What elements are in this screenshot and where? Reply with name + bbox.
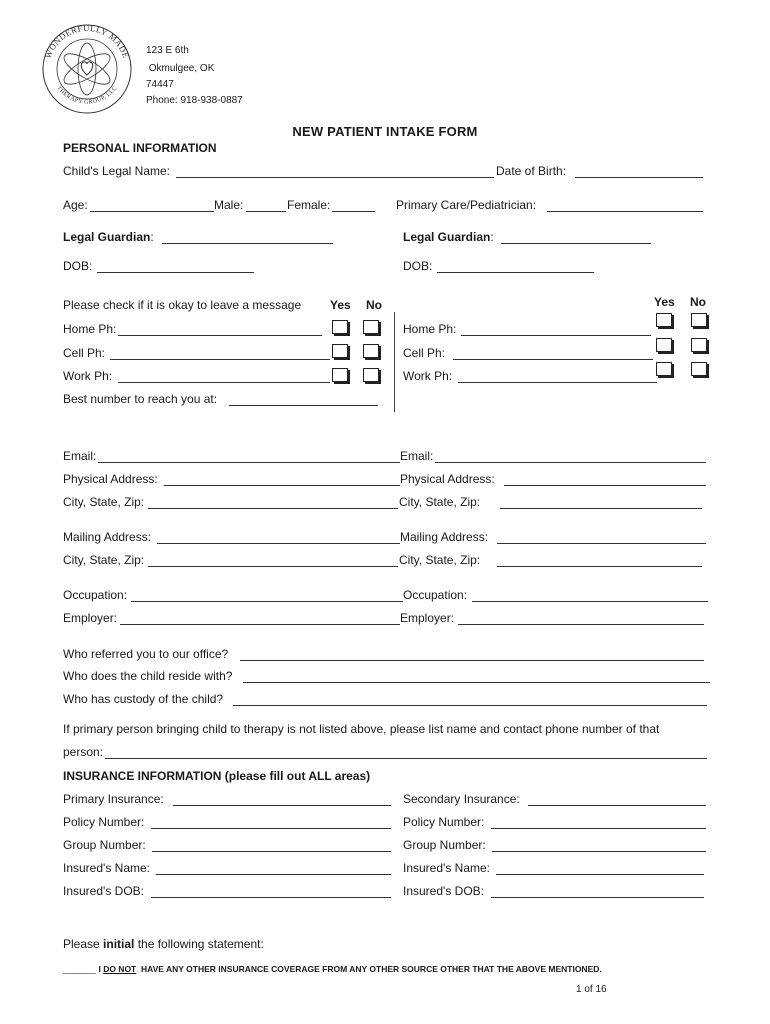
insured-dob-field[interactable] (151, 897, 391, 898)
address-line1: 123 E 6th (146, 45, 189, 56)
yes-header-right: Yes (654, 295, 675, 309)
employer-field-2[interactable] (458, 624, 704, 625)
insured-name-field[interactable] (156, 874, 391, 875)
mailing-address-field[interactable] (157, 543, 400, 544)
home-phone-yes-checkbox[interactable] (332, 320, 348, 334)
policy-number-label: Policy Number: (63, 815, 145, 829)
guardian1-field[interactable] (162, 243, 333, 244)
child-name-label: Child's Legal Name: (63, 164, 171, 178)
person-label: person: (63, 745, 104, 759)
cell-phone-no-checkbox[interactable] (363, 344, 379, 358)
work-phone-field[interactable] (118, 382, 330, 383)
cell-phone-yes-checkbox-2[interactable] (656, 338, 672, 352)
female-label: Female: (287, 198, 331, 212)
reside-label: Who does the child reside with? (63, 669, 233, 683)
personal-info-heading: PERSONAL INFORMATION (63, 141, 217, 155)
work-phone-field-2[interactable] (458, 382, 657, 383)
referred-label: Who referred you to our office? (63, 647, 229, 661)
city-state-zip-label-2: City, State, Zip: (399, 495, 481, 509)
mailing-city-state-zip-label: City, State, Zip: (63, 553, 145, 567)
employer-label: Employer: (63, 611, 118, 625)
primary-insurance-field[interactable] (173, 805, 391, 806)
mailing-city-state-zip-field[interactable] (148, 566, 398, 567)
policy-number-field-2[interactable] (491, 828, 706, 829)
work-phone-yes-checkbox[interactable] (332, 368, 348, 382)
insured-name-label: Insured's Name: (63, 861, 150, 875)
address-line2: Okmulgee, OK (146, 63, 215, 74)
home-phone-yes-checkbox-2[interactable] (656, 313, 672, 327)
primary-insurance-label: Primary Insurance: (63, 792, 164, 806)
employer-field[interactable] (120, 624, 400, 625)
guardian1-dob-field[interactable] (97, 272, 254, 273)
city-state-zip-field-2[interactable] (500, 508, 702, 509)
work-phone-no-checkbox-2[interactable] (691, 362, 707, 376)
guardian2-field[interactable] (501, 243, 651, 244)
primary-care-label: Primary Care/Pediatrician: (396, 198, 537, 212)
insured-name-label-2: Insured's Name: (403, 861, 490, 875)
no-header-right: No (690, 295, 706, 309)
insured-dob-label: Insured's DOB: (63, 884, 144, 898)
insured-dob-field-2[interactable] (491, 897, 704, 898)
address-phone: Phone: 918-938-0887 (146, 95, 243, 106)
home-phone-no-checkbox[interactable] (363, 320, 379, 334)
guardian2-dob-label: DOB: (403, 259, 433, 273)
home-phone-no-checkbox-2[interactable] (691, 313, 707, 327)
group-number-label-2: Group Number: (403, 838, 486, 852)
mailing-city-state-zip-field-2[interactable] (497, 566, 702, 567)
mailing-address-label-2: Mailing Address: (400, 530, 489, 544)
no-header-left: No (366, 298, 382, 312)
employer-label-2: Employer: (400, 611, 455, 625)
group-number-label: Group Number: (63, 838, 146, 852)
insurance-heading: INSURANCE INFORMATION (please fill out ALL areas) (63, 769, 371, 783)
mailing-address-field-2[interactable] (497, 543, 706, 544)
age-field[interactable] (90, 211, 214, 212)
guardian1-dob-label: DOB: (63, 259, 93, 273)
home-phone-label-2: Home Ph: (403, 322, 457, 336)
child-dob-field[interactable] (575, 177, 703, 178)
policy-number-label-2: Policy Number: (403, 815, 485, 829)
svg-text:THERAPY GROUP, LLC: THERAPY GROUP, LLC (55, 85, 119, 106)
initial-instruction: Please initial the following statement: (63, 937, 264, 951)
mailing-address-label: Mailing Address: (63, 530, 152, 544)
other-person-label: If primary person bringing child to therapy is not listed above, please list name and contact phone number of that (63, 722, 660, 736)
cell-phone-no-checkbox-2[interactable] (691, 338, 707, 352)
guardian2-label: Legal Guardian: (403, 230, 494, 244)
cell-phone-field[interactable] (110, 359, 330, 360)
initial-blank[interactable]: _______ (63, 964, 97, 974)
policy-number-field[interactable] (151, 828, 391, 829)
page-title: NEW PATIENT INTAKE FORM (292, 124, 478, 139)
male-label: Male: (214, 198, 244, 212)
email-field[interactable] (98, 462, 400, 463)
page-number: 1 of 16 (576, 984, 607, 995)
male-field[interactable] (246, 211, 286, 212)
age-label: Age: (63, 198, 88, 212)
message-prompt: Please check if it is okay to leave a message (63, 298, 302, 312)
person-field[interactable] (105, 758, 707, 759)
guardian2-dob-field[interactable] (437, 272, 594, 273)
cell-phone-yes-checkbox[interactable] (332, 344, 348, 358)
occupation-label-2: Occupation: (403, 588, 468, 602)
initial-statement: _______ I DO NOT HAVE ANY OTHER INSURANCE COVERAGE FROM ANY OTHER SOURCE OTHER THAT THE ABOVE MENTIONED. (63, 964, 602, 974)
cell-phone-label-2: Cell Ph: (403, 346, 446, 360)
svg-text:WONDERFULLY MADE: WONDERFULLY MADE (42, 22, 132, 60)
cell-phone-label: Cell Ph: (63, 346, 106, 360)
city-state-zip-label: City, State, Zip: (63, 495, 145, 509)
occupation-field[interactable] (131, 601, 403, 602)
child-name-field[interactable] (176, 177, 494, 178)
physical-address-label: Physical Address: (63, 472, 158, 486)
child-dob-label: Date of Birth: (496, 164, 567, 178)
occupation-label: Occupation: (63, 588, 128, 602)
secondary-insurance-label: Secondary Insurance: (403, 792, 520, 806)
physical-address-field[interactable] (164, 485, 400, 486)
female-field[interactable] (332, 211, 375, 212)
physical-address-label-2: Physical Address: (400, 472, 495, 486)
work-phone-yes-checkbox-2[interactable] (656, 362, 672, 376)
address-line3: 74447 (146, 79, 174, 90)
yes-header-left: Yes (330, 298, 351, 312)
group-number-field-2[interactable] (492, 851, 706, 852)
insured-name-field-2[interactable] (496, 874, 704, 875)
guardian1-label: Legal Guardian: (63, 230, 154, 244)
column-divider (394, 312, 395, 412)
home-phone-field[interactable] (118, 335, 322, 336)
custody-label: Who has custody of the child? (63, 692, 224, 706)
physical-address-field-2[interactable] (504, 485, 706, 486)
email-label-2: Email: (400, 449, 434, 463)
work-phone-no-checkbox[interactable] (363, 368, 379, 382)
primary-care-field[interactable] (547, 211, 703, 212)
home-phone-label: Home Ph: (63, 322, 117, 336)
insured-dob-label-2: Insured's DOB: (403, 884, 484, 898)
work-phone-label: Work Ph: (63, 369, 113, 383)
mailing-city-state-zip-label-2: City, State, Zip: (399, 553, 481, 567)
email-label: Email: (63, 449, 97, 463)
home-phone-field-2[interactable] (461, 335, 651, 336)
group-number-field[interactable] (152, 851, 391, 852)
therapy-group-logo (40, 22, 134, 116)
best-number-label: Best number to reach you at: (63, 392, 218, 406)
referred-field[interactable] (240, 660, 704, 661)
cell-phone-field-2[interactable] (453, 359, 653, 360)
custody-field[interactable] (233, 705, 707, 706)
email-field-2[interactable] (435, 462, 706, 463)
secondary-insurance-field[interactable] (528, 805, 706, 806)
occupation-field-2[interactable] (472, 601, 708, 602)
best-number-field[interactable] (229, 405, 378, 406)
work-phone-label-2: Work Ph: (403, 369, 453, 383)
reside-field[interactable] (243, 682, 710, 683)
city-state-zip-field[interactable] (148, 508, 398, 509)
